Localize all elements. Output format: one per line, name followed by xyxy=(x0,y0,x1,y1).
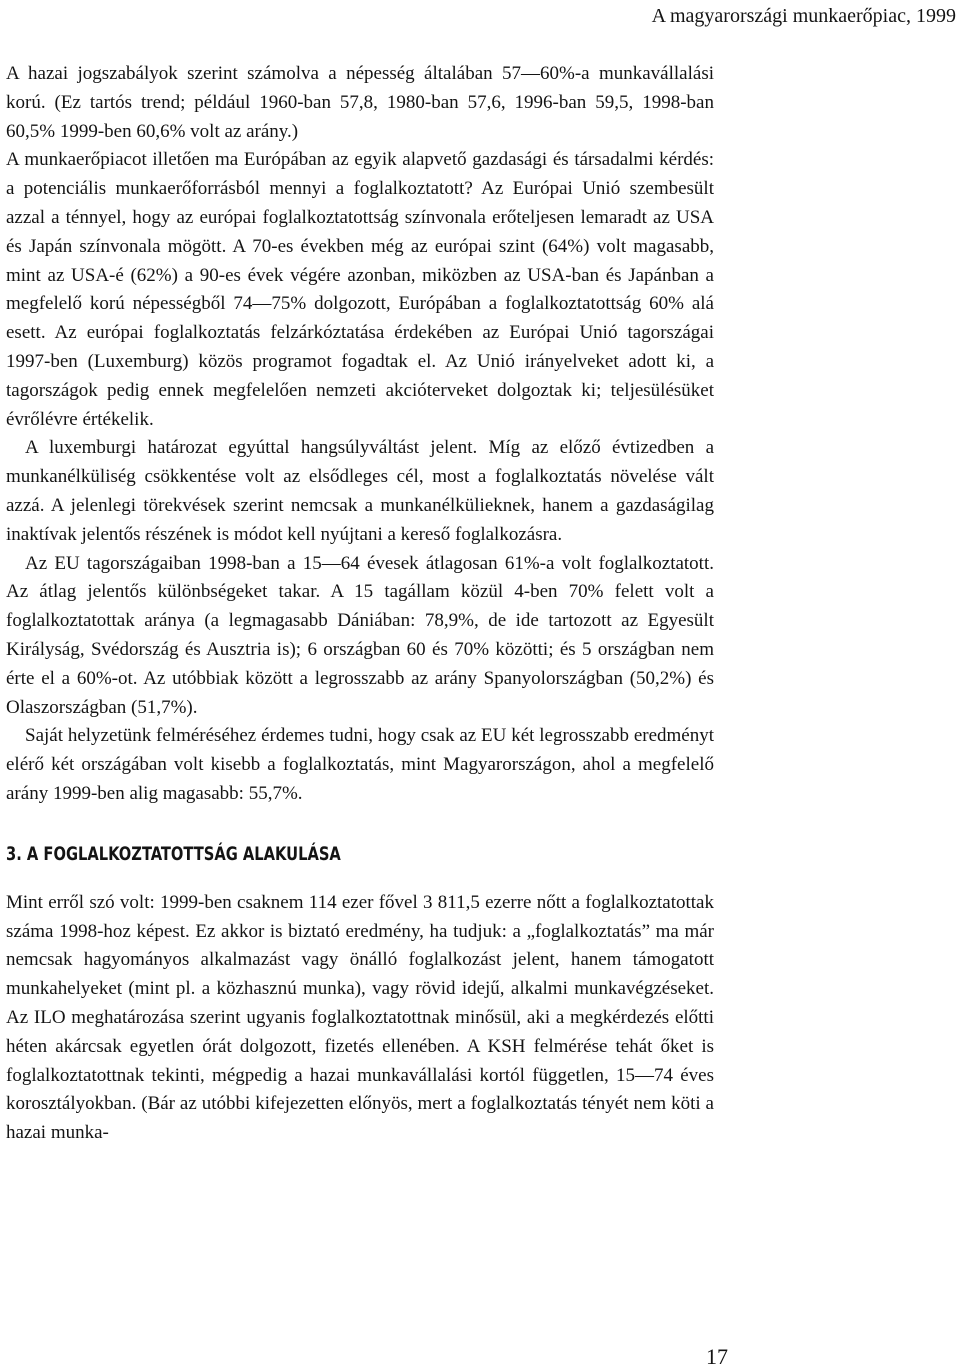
paragraph-employment-trend: Mint erről szó volt: 1999-ben csaknem 114 ezer fővel 3 811,5 ezerre nőtt a foglalkoztatottak száma 1998-hoz képest. Ez akkor is biztató eredmény, ha tudjuk: a „foglalkoztatás” ma már nemcsak hagyományos alkalmazást vagy önálló foglalkozást jelent, hanem támogatott munkahelyeket (mint pl. a közhasznú munka), vagy rövid idejű, alkalmi munkavégzéseket. Az ILO meghatározása szerint ugyanis foglalkoztatottnak minősül, aki a megkérdezés előtti héten akárcsak egyetlen órát dolgozott, fizetés ellenében. A KSH felmérése tehát őket is foglalkoztatottnak tekinti, mégpedig a hazai munkavállalási kortól független, 15​—74 éves korosztályokban. (Bár az utóbbi kifejezetten előnyös, mert a foglalkoztatás tényét nem köti a hazai munka- xyxy=(6,891,714,1144)
paragraph-luxembourg: A luxemburgi határozat egyúttal hangsúlyváltást jelent. Míg az előző évtizedben a munkanélküliség csökkentése volt az elsődleges cél, most a foglalkoztatás növelése vált azzá. A jelenlegi törekvések szerint nemcsak a munkanélkülieknek, hanem a gazdaságilag inaktívak jelentős részének is módot kell nyújtani a kereső foglalkozásra. xyxy=(6,437,714,545)
page-number: 17 xyxy=(706,1344,728,1369)
running-header: A magyarországi munkaerőpiac, 1999 xyxy=(651,5,956,27)
section-heading: 3. A FOGLALKOZTATOTTSÁG ALAKULÁSA xyxy=(6,842,341,865)
paragraph-hungary-position: Saját helyzetünk felméréséhez érdemes tudni, hogy csak az EU két legrosszabb eredményt elérő két országában volt kisebb a foglalkoztatás, mint Magyarországon, ahol a megfelelő arány 1999-ben alig magasabb: 55,7%. xyxy=(6,725,714,804)
paragraph-working-age: A hazai jogszabályok szerint számolva a népesség általában 57​—60%-a munkavállalási korú. (Ez tartós trend; például 1960-ban 57,8, 1980-ban 57,6, 1996-ban 59,5, 1998-ban 60,5% 1999-ben 60,6% volt az arány.) xyxy=(6,63,714,142)
page-body xyxy=(6,60,714,1148)
paragraph-eu-employment: A munkaerőpiacot illetően ma Európában az egyik alapvető gazdasági és társadalmi kérdés: a potenciális munkaerőforrásból mennyi a foglalkoztatott? Az Európai Unió szembesült azzal a ténnyel, hogy az európai foglalkoztatottság színvonala erőteljesen lemaradt az USA és Japán színvonala mögött. A 70-es években még az európai szint (64%) volt magasabb, mint az USA-é (62%) a 90-es évek végére azonban, miközben az USA-ban és Japánban a megfelelő korú népességből 74​—75% dolgozott, Európában a foglalkoztatottság 60% alá esett. Az európai foglalkoztatás felzárkóztatása érdekében az Európai Unió tagországai 1997-ben (Luxemburg) közös programot fogadtak el. Az Unió irányelveket adott ki, a tagországok pedig ennek megfelelően nemzeti akcióterveket dolgoztak ki; teljesülésüket évrőlévre értékelik. xyxy=(6,149,714,430)
paragraph-eu-1998: Az EU tagországaiban 1998-ban a 15​—64 évesek átlagosan 61%-a volt foglalkoztatott. Az átlag jelentős különbségeket takar. A 15 tagállam közül 4-ben 70% felett volt a foglalkoztatottak aránya (a legmagasabb Dániában: 78,9%, de ide tartozott az Egyesült Királyság, Svédország és Ausztria is); 6 országban 60 és 70% közötti; és 5 országban nem érte el a 60%-ot. Az utóbbiak között a legrosszabb az arány Spanyolországban (50,2%) és Olaszországban (51,7%). xyxy=(6,552,714,718)
